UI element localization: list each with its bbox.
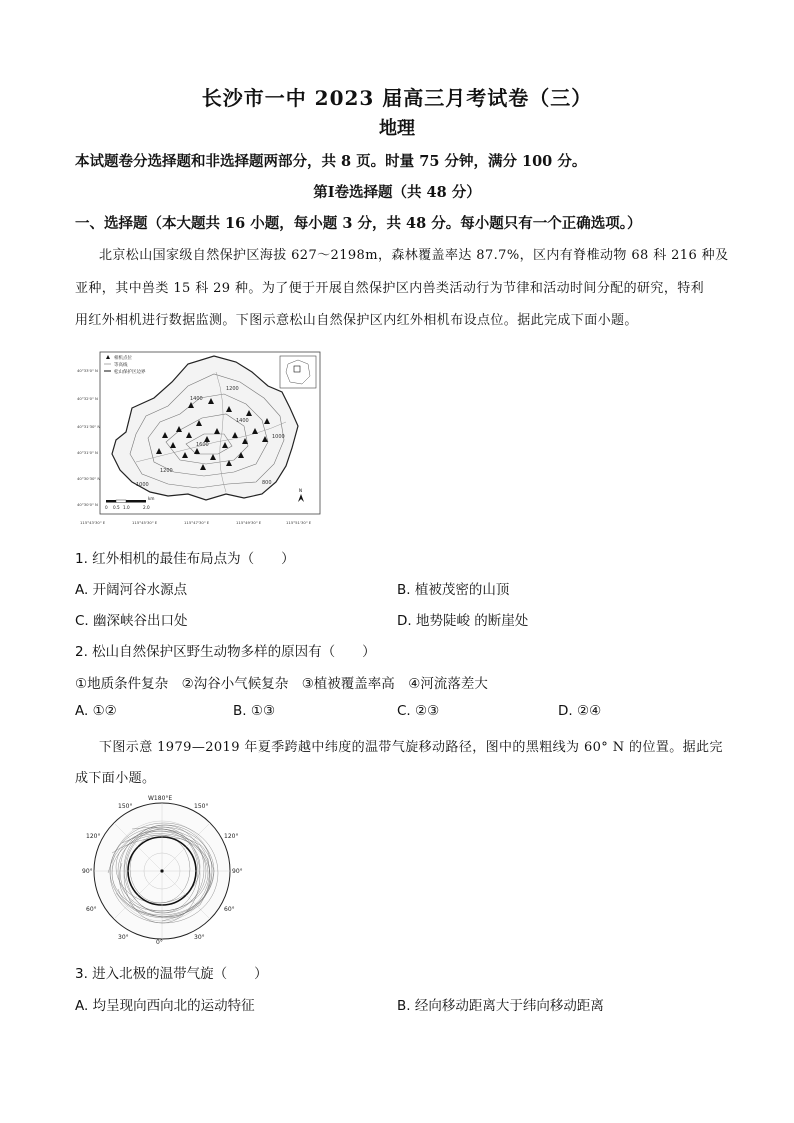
contour-label: 1000: [136, 482, 149, 488]
subject-title: 地理: [379, 118, 415, 139]
lat-label: 40°30'30" N: [77, 476, 101, 481]
polar-label: W180°E: [148, 795, 173, 802]
question-1-option-b[interactable]: B. 植被茂密的山顶: [397, 582, 510, 598]
lat-label: 40°32'0" N: [77, 396, 98, 401]
question-3-stem: 3. 进入北极的温带气旋（ ）: [75, 966, 268, 982]
songshan-camera-map: [76, 342, 324, 528]
question-3-option-b[interactable]: B. 经向移动距离大于纬向移动距离: [397, 998, 604, 1014]
passage-1-line-3: 用红外相机进行数据监测。下图示意松山自然保护区内红外相机布设点位。据此完成下面小题。: [75, 313, 638, 328]
polar-label: 0°: [156, 939, 163, 945]
lat-label: 40°31'30" N: [77, 424, 101, 429]
lat-label: 40°31'0" N: [77, 450, 98, 455]
lon-label: 115°47'30" E: [184, 520, 210, 525]
lon-label: 115°43'30" E: [80, 520, 106, 525]
polar-label: 90°: [82, 868, 93, 875]
polar-label: 90°: [232, 868, 243, 875]
question-2-option-a[interactable]: A. ①②: [75, 703, 117, 719]
lat-label: 40°30'0" N: [77, 502, 98, 507]
contour-label: 1400: [190, 396, 203, 402]
polar-label: 30°: [118, 934, 129, 941]
polar-label: 150°: [194, 803, 209, 810]
section-title: 一、选择题（本大题共 16 小题，每小题 3 分，共 48 分。每小题只有一个正确选项。）: [75, 215, 642, 232]
lon-label: 115°49'30" E: [236, 520, 262, 525]
scale-label: 0.5: [113, 505, 120, 510]
lon-label: 115°51'30" E: [286, 520, 312, 525]
polar-label: 120°: [224, 833, 239, 840]
scale-label: 0: [105, 505, 108, 510]
scale-unit: km: [148, 496, 155, 501]
question-1-option-c[interactable]: C. 幽深峡谷出口处: [75, 613, 188, 629]
question-2-option-d[interactable]: D. ②④: [558, 703, 602, 719]
lat-label: 40°33'0" N: [77, 368, 98, 373]
passage-1-line-2: 亚种，其中兽类 15 科 29 种。为了便于开展自然保护区内兽类活动行为节律和活动时间分配的研究，特利: [75, 281, 705, 296]
contour-label: 1600: [196, 442, 209, 448]
legend-camera: 相机点位: [114, 356, 132, 361]
polar-label: 120°: [86, 833, 101, 840]
part-title: 第Ⅰ卷选择题（共 48 分）: [313, 184, 481, 201]
legend-contour: 等高线: [114, 363, 128, 368]
question-1-option-d[interactable]: D. 地势陡峻 的断崖处: [397, 613, 529, 629]
question-2-option-b[interactable]: B. ①③: [233, 703, 276, 719]
polar-label: 60°: [86, 906, 97, 913]
passage-2-line-2: 成下面小题。: [75, 771, 156, 786]
exam-title: 长沙市一中 2023 届高三月考试卷（三）: [201, 86, 593, 110]
north-label: N: [299, 488, 302, 493]
passage-2-line-1: 下图示意 1979—2019 年夏季跨越中纬度的温带气旋移动路径，图中的黑粗线为 60° N 的位置。据此完: [99, 740, 723, 755]
question-3-option-a[interactable]: A. 均呈现向西向北的运动特征: [75, 998, 255, 1014]
polar-label: 30°: [194, 934, 205, 941]
contour-label: 1000: [272, 434, 285, 440]
legend-boundary: 松山保护区边界: [114, 370, 146, 375]
scale-label: 2.0: [143, 505, 150, 510]
scale-label: 1.0: [123, 505, 130, 510]
question-1-stem: 1. 红外相机的最佳布局点为（ ）: [75, 551, 295, 567]
question-2-items: ①地质条件复杂 ②沟谷小气候复杂 ③植被覆盖率高 ④河流落差大: [75, 676, 488, 692]
exam-instructions: 本试题卷分选择题和非选择题两部分，共 8 页。时量 75 分钟，满分 100 分。: [75, 153, 587, 170]
polar-label: 150°: [118, 803, 133, 810]
lon-label: 115°45'30" E: [132, 520, 158, 525]
question-2-option-c[interactable]: C. ②③: [397, 703, 440, 719]
question-2-stem: 2. 松山自然保护区野生动物多样的原因有（ ）: [75, 644, 376, 660]
cyclone-track-polar-map: [82, 793, 248, 945]
question-1-option-a[interactable]: A. 开阔河谷水源点: [75, 582, 188, 598]
contour-label: 1200: [226, 386, 239, 392]
contour-label: 1200: [160, 468, 173, 474]
polar-label: 60°: [224, 906, 235, 913]
passage-1-line-1: 北京松山国家级自然保护区海拔 627～2198m，森林覆盖率达 87.7%，区内有脊椎动物 68 科 216 种及: [99, 248, 729, 263]
contour-label: 1400: [236, 418, 249, 424]
contour-label: 800: [262, 480, 272, 486]
